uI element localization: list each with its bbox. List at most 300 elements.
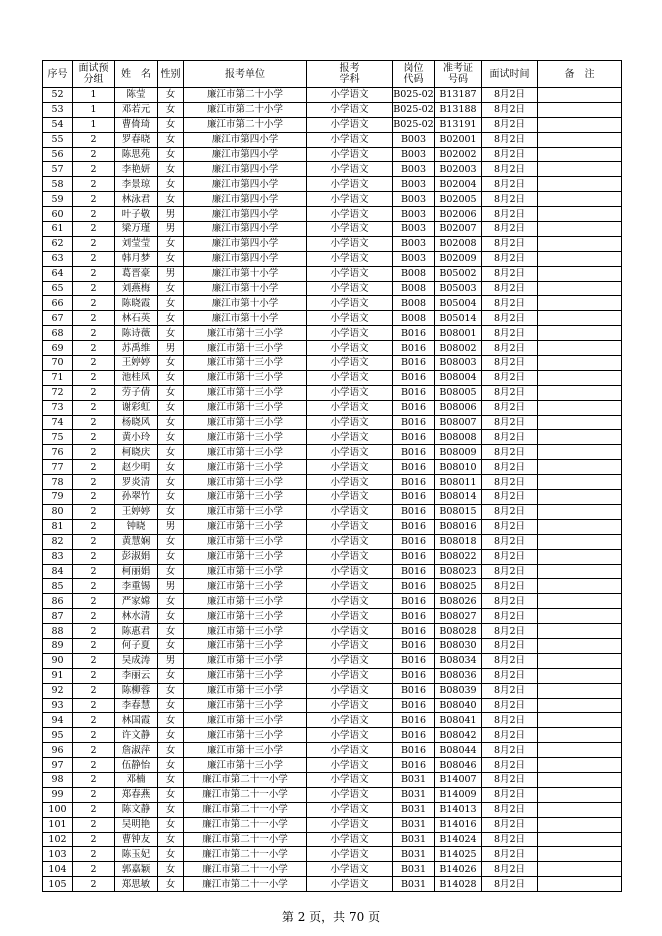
cell-gender: 女 bbox=[158, 311, 184, 326]
header-post bbox=[393, 61, 435, 88]
cell-subject: 小学语文 bbox=[307, 802, 393, 817]
cell-post: B016 bbox=[393, 534, 435, 549]
cell-subject: 小学语文 bbox=[307, 772, 393, 787]
cell-unit: 廉江市第十三小学 bbox=[184, 445, 307, 460]
cell-post: B016 bbox=[393, 519, 435, 534]
cell-note bbox=[538, 832, 622, 847]
cell-subject: 小学语文 bbox=[307, 356, 393, 371]
cell-unit: 廉江市第十三小学 bbox=[184, 564, 307, 579]
cell-group: 1 bbox=[73, 102, 115, 117]
cell-unit: 廉江市第十三小学 bbox=[184, 713, 307, 728]
cell-unit: 廉江市第十小学 bbox=[184, 281, 307, 296]
cell-seq: 59 bbox=[43, 192, 73, 207]
cell-subject: 小学语文 bbox=[307, 638, 393, 653]
cell-post: B016 bbox=[393, 698, 435, 713]
cell-post: B031 bbox=[393, 817, 435, 832]
cell-seq: 65 bbox=[43, 281, 73, 296]
cell-group: 2 bbox=[73, 638, 115, 653]
cell-group: 2 bbox=[73, 430, 115, 445]
header-ticket-line1: 准考证 bbox=[443, 63, 473, 74]
cell-unit: 廉江市第二十小学 bbox=[184, 102, 307, 117]
cell-ticket: B08006 bbox=[435, 400, 482, 415]
table-row bbox=[43, 534, 622, 549]
cell-name: 陈晓霞 bbox=[115, 296, 158, 311]
cell-note bbox=[538, 311, 622, 326]
cell-seq: 53 bbox=[43, 102, 73, 117]
cell-note bbox=[538, 475, 622, 490]
cell-time: 8月2日 bbox=[482, 698, 538, 713]
cell-note bbox=[538, 460, 622, 475]
cell-group: 2 bbox=[73, 385, 115, 400]
cell-group: 2 bbox=[73, 460, 115, 475]
cell-ticket: B02001 bbox=[435, 132, 482, 147]
cell-gender: 女 bbox=[158, 251, 184, 266]
cell-unit: 廉江市第二十小学 bbox=[184, 88, 307, 103]
cell-note bbox=[538, 847, 622, 862]
cell-unit: 廉江市第十三小学 bbox=[184, 698, 307, 713]
cell-note bbox=[538, 88, 622, 103]
table-row bbox=[43, 817, 622, 832]
cell-time: 8月2日 bbox=[482, 668, 538, 683]
cell-group: 2 bbox=[73, 534, 115, 549]
cell-ticket: B08028 bbox=[435, 624, 482, 639]
cell-ticket: B08016 bbox=[435, 519, 482, 534]
cell-subject: 小学语文 bbox=[307, 445, 393, 460]
cell-ticket: B08002 bbox=[435, 341, 482, 356]
table-row bbox=[43, 132, 622, 147]
cell-seq: 75 bbox=[43, 430, 73, 445]
cell-time: 8月2日 bbox=[482, 504, 538, 519]
table-row bbox=[43, 370, 622, 385]
cell-unit: 廉江市第十三小学 bbox=[184, 668, 307, 683]
cell-name: 王婷婷 bbox=[115, 504, 158, 519]
cell-subject: 小学语文 bbox=[307, 758, 393, 773]
header-post-line1: 岗位 bbox=[403, 63, 424, 74]
cell-ticket: B08007 bbox=[435, 415, 482, 430]
cell-seq: 83 bbox=[43, 549, 73, 564]
cell-name: 孙翠竹 bbox=[115, 490, 158, 505]
cell-seq: 79 bbox=[43, 490, 73, 505]
cell-seq: 54 bbox=[43, 117, 73, 132]
cell-subject: 小学语文 bbox=[307, 341, 393, 356]
cell-name: 伍静怡 bbox=[115, 758, 158, 773]
page-footer: 第 2 页，共 70 页 bbox=[281, 910, 381, 924]
cell-gender: 女 bbox=[158, 88, 184, 103]
cell-ticket: B08046 bbox=[435, 758, 482, 773]
cell-post: B016 bbox=[393, 743, 435, 758]
cell-group: 1 bbox=[73, 88, 115, 103]
cell-seq: 94 bbox=[43, 713, 73, 728]
cell-name: 赵少明 bbox=[115, 460, 158, 475]
header-seq: 序号 bbox=[43, 61, 73, 88]
cell-subject: 小学语文 bbox=[307, 385, 393, 400]
cell-seq: 71 bbox=[43, 370, 73, 385]
cell-seq: 100 bbox=[43, 802, 73, 817]
cell-group: 2 bbox=[73, 817, 115, 832]
cell-name: 钟晓 bbox=[115, 519, 158, 534]
cell-group: 2 bbox=[73, 549, 115, 564]
cell-post: B003 bbox=[393, 192, 435, 207]
table-row bbox=[43, 683, 622, 698]
table-row bbox=[43, 281, 622, 296]
header-gender: 性别 bbox=[158, 61, 184, 88]
cell-time: 8月2日 bbox=[482, 817, 538, 832]
cell-gender: 男 bbox=[158, 341, 184, 356]
cell-post: B003 bbox=[393, 236, 435, 251]
cell-gender: 女 bbox=[158, 445, 184, 460]
cell-post: B016 bbox=[393, 430, 435, 445]
cell-seq: 66 bbox=[43, 296, 73, 311]
cell-name: 李丽云 bbox=[115, 668, 158, 683]
table-row bbox=[43, 177, 622, 192]
cell-time: 8月2日 bbox=[482, 296, 538, 311]
cell-subject: 小学语文 bbox=[307, 504, 393, 519]
table-row bbox=[43, 564, 622, 579]
cell-ticket: B02007 bbox=[435, 222, 482, 237]
cell-unit: 廉江市第四小学 bbox=[184, 177, 307, 192]
table-row bbox=[43, 102, 622, 117]
cell-gender: 女 bbox=[158, 460, 184, 475]
cell-group: 2 bbox=[73, 266, 115, 281]
cell-time: 8月2日 bbox=[482, 713, 538, 728]
cell-time: 8月2日 bbox=[482, 311, 538, 326]
cell-name: 许文静 bbox=[115, 728, 158, 743]
cell-time: 8月2日 bbox=[482, 356, 538, 371]
cell-name: 陈柳蓉 bbox=[115, 683, 158, 698]
cell-name: 陈文静 bbox=[115, 802, 158, 817]
cell-name: 林水清 bbox=[115, 609, 158, 624]
cell-note bbox=[538, 430, 622, 445]
cell-seq: 55 bbox=[43, 132, 73, 147]
cell-subject: 小学语文 bbox=[307, 519, 393, 534]
cell-unit: 廉江市第十三小学 bbox=[184, 385, 307, 400]
cell-gender: 女 bbox=[158, 758, 184, 773]
table-row bbox=[43, 594, 622, 609]
cell-post: B003 bbox=[393, 147, 435, 162]
cell-ticket: B08044 bbox=[435, 743, 482, 758]
cell-subject: 小学语文 bbox=[307, 817, 393, 832]
cell-gender: 女 bbox=[158, 549, 184, 564]
cell-gender: 女 bbox=[158, 117, 184, 132]
cell-gender: 男 bbox=[158, 266, 184, 281]
cell-group: 2 bbox=[73, 579, 115, 594]
table-row bbox=[43, 266, 622, 281]
cell-ticket: B02003 bbox=[435, 162, 482, 177]
cell-name: 陈惠君 bbox=[115, 624, 158, 639]
cell-post: B016 bbox=[393, 415, 435, 430]
cell-note bbox=[538, 594, 622, 609]
cell-subject: 小学语文 bbox=[307, 222, 393, 237]
table-row bbox=[43, 192, 622, 207]
cell-note bbox=[538, 147, 622, 162]
cell-time: 8月2日 bbox=[482, 236, 538, 251]
cell-post: B031 bbox=[393, 772, 435, 787]
cell-unit: 廉江市第十三小学 bbox=[184, 549, 307, 564]
header-group-line2: 分组 bbox=[83, 74, 104, 85]
cell-subject: 小学语文 bbox=[307, 162, 393, 177]
cell-group: 2 bbox=[73, 296, 115, 311]
cell-unit: 廉江市第十小学 bbox=[184, 296, 307, 311]
cell-time: 8月2日 bbox=[482, 624, 538, 639]
cell-subject: 小学语文 bbox=[307, 281, 393, 296]
table-row bbox=[43, 117, 622, 132]
cell-group: 2 bbox=[73, 653, 115, 668]
cell-time: 8月2日 bbox=[482, 743, 538, 758]
cell-unit: 廉江市第十三小学 bbox=[184, 415, 307, 430]
cell-seq: 60 bbox=[43, 207, 73, 222]
cell-group: 2 bbox=[73, 236, 115, 251]
cell-unit: 廉江市第四小学 bbox=[184, 132, 307, 147]
cell-gender: 女 bbox=[158, 534, 184, 549]
cell-post: B031 bbox=[393, 832, 435, 847]
cell-note bbox=[538, 341, 622, 356]
table-row bbox=[43, 460, 622, 475]
cell-group: 2 bbox=[73, 564, 115, 579]
cell-time: 8月2日 bbox=[482, 370, 538, 385]
cell-gender: 男 bbox=[158, 519, 184, 534]
cell-post: B008 bbox=[393, 311, 435, 326]
cell-unit: 廉江市第十小学 bbox=[184, 266, 307, 281]
cell-seq: 90 bbox=[43, 653, 73, 668]
cell-post: B016 bbox=[393, 549, 435, 564]
cell-time: 8月2日 bbox=[482, 609, 538, 624]
table-row bbox=[43, 549, 622, 564]
cell-post: B008 bbox=[393, 266, 435, 281]
header-group-line1: 面试预 bbox=[78, 63, 109, 74]
cell-post: B025-02 bbox=[393, 119, 434, 131]
cell-ticket: B08008 bbox=[435, 430, 482, 445]
cell-note bbox=[538, 713, 622, 728]
cell-note bbox=[538, 772, 622, 787]
cell-ticket: B14009 bbox=[435, 787, 482, 802]
table-row bbox=[43, 385, 622, 400]
cell-ticket: B02008 bbox=[435, 236, 482, 251]
cell-seq: 82 bbox=[43, 534, 73, 549]
cell-post: B016 bbox=[393, 385, 435, 400]
cell-time: 8月2日 bbox=[482, 877, 538, 892]
cell-subject: 小学语文 bbox=[307, 683, 393, 698]
cell-post: B016 bbox=[393, 624, 435, 639]
cell-time: 8月2日 bbox=[482, 475, 538, 490]
table-row bbox=[43, 207, 622, 222]
cell-group: 2 bbox=[73, 132, 115, 147]
cell-subject: 小学语文 bbox=[307, 326, 393, 341]
cell-note bbox=[538, 326, 622, 341]
cell-subject: 小学语文 bbox=[307, 192, 393, 207]
cell-post: B016 bbox=[393, 356, 435, 371]
cell-note bbox=[538, 743, 622, 758]
cell-subject: 小学语文 bbox=[307, 564, 393, 579]
table-row bbox=[43, 475, 622, 490]
cell-ticket: B14016 bbox=[435, 817, 482, 832]
cell-group: 2 bbox=[73, 445, 115, 460]
cell-gender: 女 bbox=[158, 400, 184, 415]
cell-note bbox=[538, 207, 622, 222]
cell-seq: 73 bbox=[43, 400, 73, 415]
cell-time: 8月2日 bbox=[482, 579, 538, 594]
cell-ticket: B05003 bbox=[435, 281, 482, 296]
cell-subject: 小学语文 bbox=[307, 609, 393, 624]
table-row bbox=[43, 311, 622, 326]
cell-gender: 女 bbox=[158, 817, 184, 832]
cell-subject: 小学语文 bbox=[307, 400, 393, 415]
header-group bbox=[73, 61, 115, 88]
cell-name: 刘莹莹 bbox=[115, 236, 158, 251]
cell-group: 2 bbox=[73, 728, 115, 743]
cell-unit: 廉江市第四小学 bbox=[184, 236, 307, 251]
cell-gender: 女 bbox=[158, 236, 184, 251]
cell-ticket: B05014 bbox=[435, 311, 482, 326]
cell-post: B016 bbox=[393, 370, 435, 385]
cell-post: B003 bbox=[393, 132, 435, 147]
cell-name: 吴明艳 bbox=[115, 817, 158, 832]
table-header bbox=[43, 61, 622, 88]
cell-seq: 81 bbox=[43, 519, 73, 534]
cell-time: 8月2日 bbox=[482, 132, 538, 147]
cell-time: 8月2日 bbox=[482, 772, 538, 787]
cell-note bbox=[538, 236, 622, 251]
cell-post: B016 bbox=[393, 341, 435, 356]
cell-group: 2 bbox=[73, 251, 115, 266]
cell-subject: 小学语文 bbox=[307, 549, 393, 564]
cell-ticket: B14013 bbox=[435, 802, 482, 817]
table-row bbox=[43, 400, 622, 415]
cell-ticket: B14026 bbox=[435, 862, 482, 877]
cell-group: 2 bbox=[73, 341, 115, 356]
cell-subject: 小学语文 bbox=[307, 132, 393, 147]
cell-name: 韩月梦 bbox=[115, 251, 158, 266]
header-subject-line1: 报考 bbox=[339, 63, 360, 74]
cell-gender: 男 bbox=[158, 222, 184, 237]
table-row bbox=[43, 802, 622, 817]
cell-unit: 廉江市第十三小学 bbox=[184, 356, 307, 371]
cell-subject: 小学语文 bbox=[307, 430, 393, 445]
table-row bbox=[43, 251, 622, 266]
cell-seq: 58 bbox=[43, 177, 73, 192]
cell-ticket: B14007 bbox=[435, 772, 482, 787]
cell-ticket: B02005 bbox=[435, 192, 482, 207]
cell-ticket: B08041 bbox=[435, 713, 482, 728]
cell-note bbox=[538, 132, 622, 147]
cell-group: 2 bbox=[73, 802, 115, 817]
cell-name: 谢彩虹 bbox=[115, 400, 158, 415]
header-time: 面试时间 bbox=[482, 61, 538, 88]
cell-unit: 廉江市第二十小学 bbox=[184, 117, 307, 132]
cell-gender: 女 bbox=[158, 743, 184, 758]
cell-note bbox=[538, 281, 622, 296]
cell-unit: 廉江市第十三小学 bbox=[184, 743, 307, 758]
cell-seq: 63 bbox=[43, 251, 73, 266]
cell-gender: 女 bbox=[158, 102, 184, 117]
cell-seq: 67 bbox=[43, 311, 73, 326]
cell-gender: 女 bbox=[158, 772, 184, 787]
cell-ticket: B08005 bbox=[435, 385, 482, 400]
cell-seq: 99 bbox=[43, 787, 73, 802]
cell-unit: 廉江市第十三小学 bbox=[184, 519, 307, 534]
table-row bbox=[43, 326, 622, 341]
cell-note bbox=[538, 683, 622, 698]
cell-name: 林石英 bbox=[115, 311, 158, 326]
cell-note bbox=[538, 624, 622, 639]
cell-time: 8月2日 bbox=[482, 251, 538, 266]
cell-unit: 廉江市第十三小学 bbox=[184, 341, 307, 356]
cell-group: 2 bbox=[73, 713, 115, 728]
cell-note bbox=[538, 638, 622, 653]
cell-note bbox=[538, 787, 622, 802]
cell-name: 劳子倩 bbox=[115, 385, 158, 400]
cell-post: B031 bbox=[393, 802, 435, 817]
cell-unit: 廉江市第二十一小学 bbox=[184, 802, 307, 817]
cell-post: B016 bbox=[393, 653, 435, 668]
cell-time: 8月2日 bbox=[482, 88, 538, 103]
header-name: 姓 名 bbox=[115, 61, 158, 88]
cell-subject: 小学语文 bbox=[307, 207, 393, 222]
cell-ticket: B08001 bbox=[435, 326, 482, 341]
cell-note bbox=[538, 370, 622, 385]
cell-name: 邓楠 bbox=[115, 772, 158, 787]
cell-subject: 小学语文 bbox=[307, 787, 393, 802]
cell-note bbox=[538, 728, 622, 743]
cell-post: B003 bbox=[393, 222, 435, 237]
cell-name: 池桂凤 bbox=[115, 370, 158, 385]
cell-subject: 小学语文 bbox=[307, 236, 393, 251]
cell-group: 2 bbox=[73, 147, 115, 162]
cell-ticket: B08009 bbox=[435, 445, 482, 460]
cell-seq: 104 bbox=[43, 862, 73, 877]
cell-subject: 小学语文 bbox=[307, 698, 393, 713]
table-row bbox=[43, 88, 622, 103]
cell-name: 陈莹 bbox=[115, 88, 158, 103]
cell-seq: 86 bbox=[43, 594, 73, 609]
cell-gender: 女 bbox=[158, 356, 184, 371]
cell-gender: 女 bbox=[158, 877, 184, 892]
cell-gender: 女 bbox=[158, 683, 184, 698]
cell-note bbox=[538, 549, 622, 564]
cell-gender: 女 bbox=[158, 147, 184, 162]
cell-ticket: B08040 bbox=[435, 698, 482, 713]
cell-subject: 小学语文 bbox=[307, 415, 393, 430]
cell-seq: 89 bbox=[43, 638, 73, 653]
cell-subject: 小学语文 bbox=[307, 475, 393, 490]
cell-post: B008 bbox=[393, 296, 435, 311]
cell-ticket: B13191 bbox=[435, 117, 482, 132]
cell-subject: 小学语文 bbox=[307, 579, 393, 594]
cell-ticket: B08027 bbox=[435, 609, 482, 624]
cell-time: 8月2日 bbox=[482, 862, 538, 877]
cell-time: 8月2日 bbox=[482, 638, 538, 653]
table-row bbox=[43, 624, 622, 639]
cell-gender: 女 bbox=[158, 609, 184, 624]
cell-gender: 女 bbox=[158, 668, 184, 683]
cell-time: 8月2日 bbox=[482, 415, 538, 430]
cell-post: B016 bbox=[393, 445, 435, 460]
cell-time: 8月2日 bbox=[482, 266, 538, 281]
cell-seq: 85 bbox=[43, 579, 73, 594]
cell-note bbox=[538, 400, 622, 415]
cell-gender: 女 bbox=[158, 847, 184, 862]
cell-name: 苏禹维 bbox=[115, 341, 158, 356]
cell-seq: 64 bbox=[43, 266, 73, 281]
cell-unit: 廉江市第十小学 bbox=[184, 311, 307, 326]
cell-post: B016 bbox=[393, 504, 435, 519]
cell-subject: 小学语文 bbox=[307, 877, 393, 892]
cell-seq: 88 bbox=[43, 624, 73, 639]
cell-group: 2 bbox=[73, 475, 115, 490]
cell-group: 2 bbox=[73, 877, 115, 892]
cell-note bbox=[538, 162, 622, 177]
cell-post: B016 bbox=[393, 460, 435, 475]
cell-seq: 69 bbox=[43, 341, 73, 356]
